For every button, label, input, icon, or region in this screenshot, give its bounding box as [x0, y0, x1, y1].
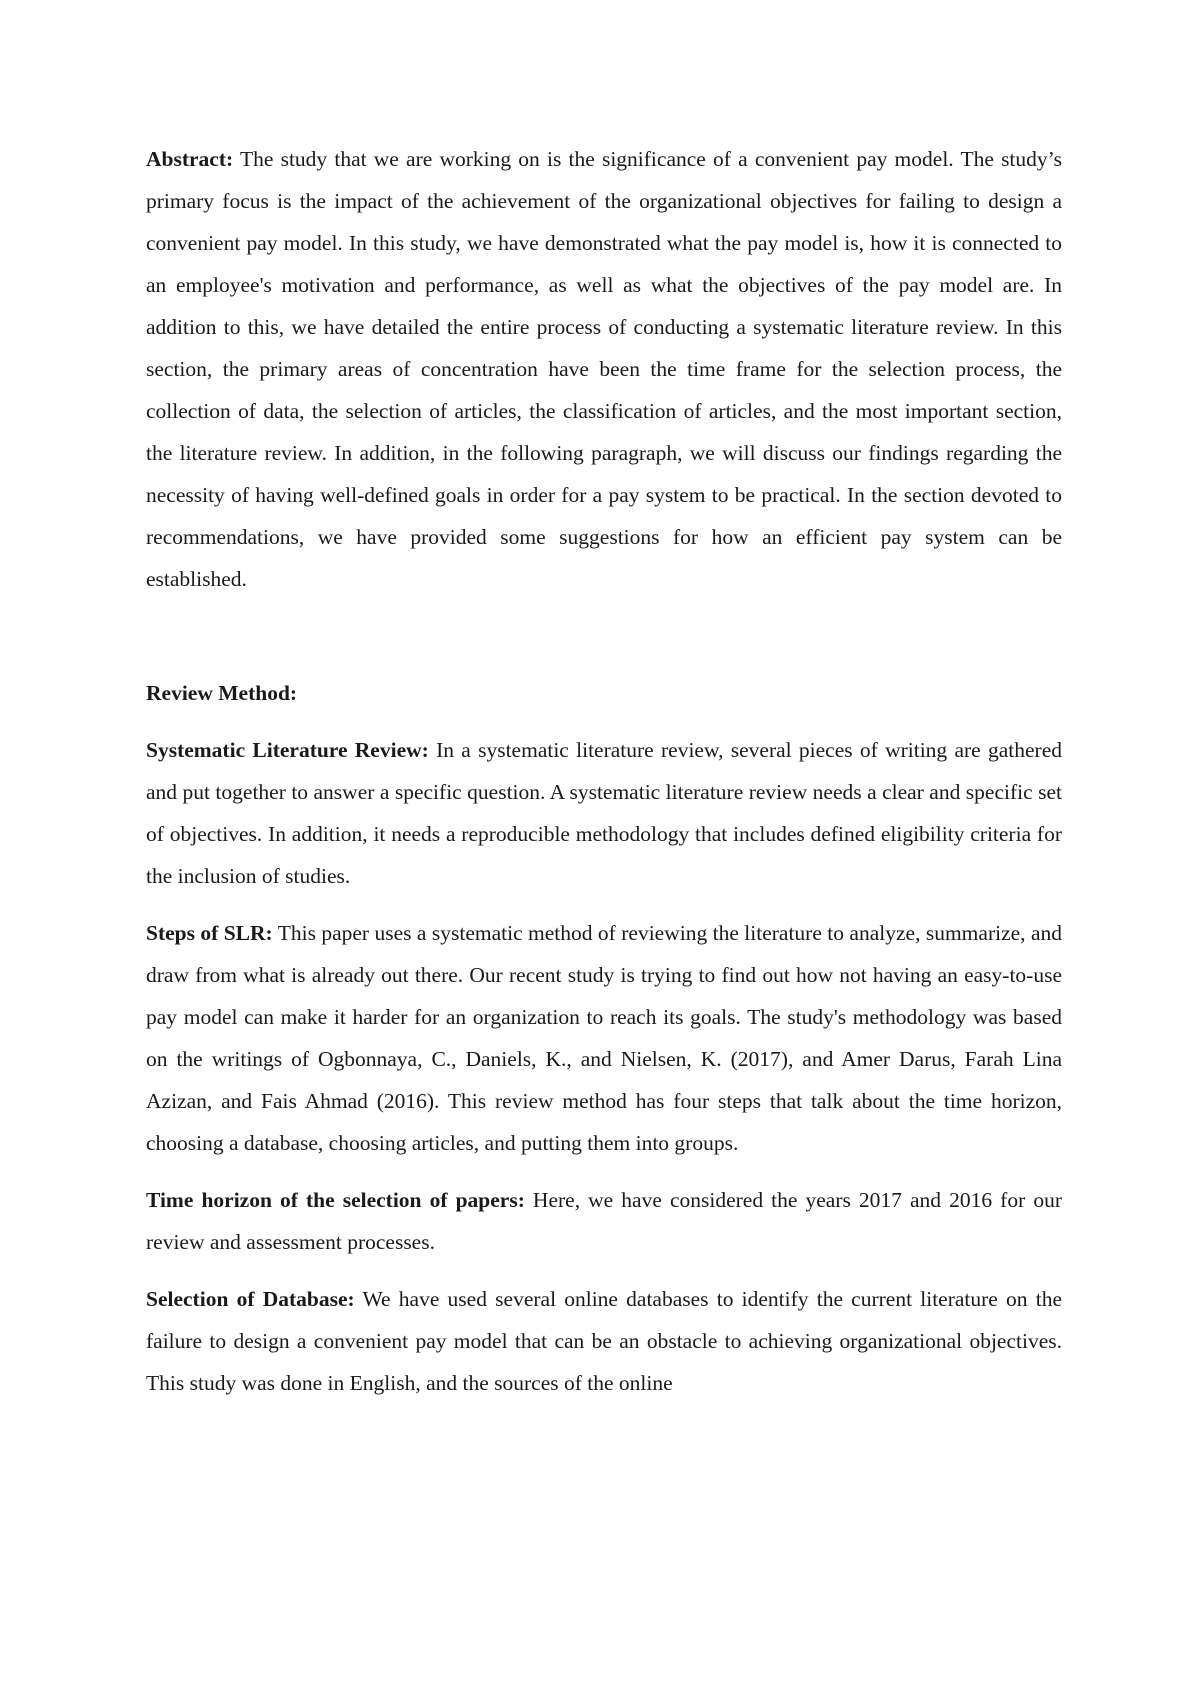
- slr-label: Systematic Literature Review:: [146, 738, 429, 762]
- time-horizon-label: Time horizon of the selection of papers:: [146, 1188, 525, 1212]
- abstract-text: The study that we are working on is the significance of a convenient pay model. The study’s primary focus is the impact of the achievement of the organizational objectives for failing to design a convenient pay model. In this study, we have demonstrated what the pay model is, how it is connected to an employee's motivation and performance, as well as what the objectives of the pay model are. In addition to this, we have detailed the entire process of conducting a systematic literature review. In this section, the primary areas of concentration have been the time frame for the selection process, the collection of data, the selection of articles, the classification of articles, and the most important section, the literature review. In addition, in the following paragraph, we will discuss our findings regarding the necessity of having well-defined goals in order for a pay system to be practical. In the section devoted to recommendations, we have provided some suggestions for how an efficient pay system can be established.: [146, 147, 1062, 591]
- slr-text: In a systematic literature review, several pieces of writing are gathered and put together to answer a specific question. A systematic literature review needs a clear and specific set of objectives. In addition, it needs a reproducible methodology that includes defined eligibility criteria for the inclusion of studies.: [146, 738, 1062, 888]
- time-horizon-paragraph: [146, 1179, 1062, 1263]
- database-label: Selection of Database:: [146, 1287, 355, 1311]
- slr-paragraph: [146, 729, 1062, 897]
- review-method-heading: Review Method:: [146, 681, 298, 705]
- database-text: We have used several online databases to identify the current literature on the failure to design a convenient pay model that can be an obstacle to achieving organizational objectives. This study was done in English, and the sources of the online: [146, 1287, 1062, 1395]
- document-page: [146, 138, 1062, 1419]
- steps-label: Steps of SLR:: [146, 921, 273, 945]
- abstract-paragraph: [146, 138, 1062, 600]
- abstract-label: Abstract:: [146, 147, 234, 171]
- steps-paragraph: [146, 912, 1062, 1164]
- time-horizon-text: Here, we have considered the years 2017 and 2016 for our review and assessment processes.: [146, 1188, 1062, 1254]
- steps-text: This paper uses a systematic method of reviewing the literature to analyze, summarize, and draw from what is already out there. Our recent study is trying to find out how not having an easy-to-use pay model can make it harder for an organization to reach its goals. The study's methodology was based on the writings of Ogbonnaya, C., Daniels, K., and Nielsen, K. (2017), and Amer Darus, Farah Lina Azizan, and Fais Ahmad (2016). This review method has four steps that talk about the time horizon, choosing a database, choosing articles, and putting them into groups.: [146, 921, 1062, 1155]
- database-paragraph: [146, 1278, 1062, 1404]
